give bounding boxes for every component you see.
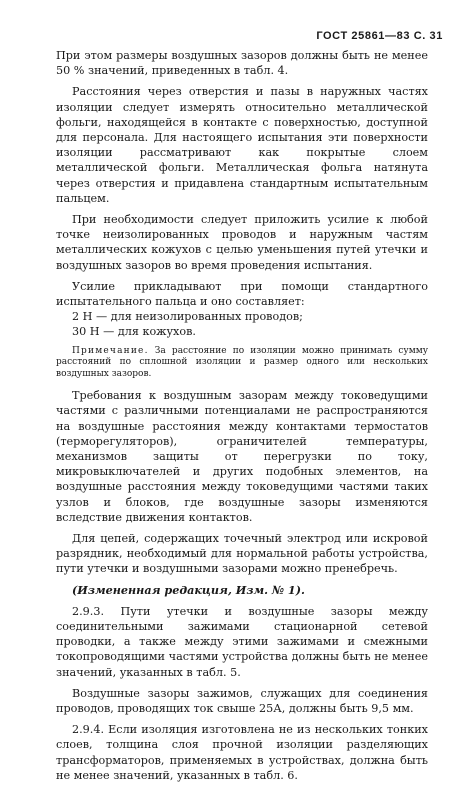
page-header: ГОСТ 25861—83 С. 31 [316,30,443,42]
list-item-bare-wires: 2 Н — для неизолированных проводов; [72,310,303,324]
paragraph-2-9-3: 2.9.3. Пути утечки и воздушные зазоры между соединительными зажимами стационарной сетевой проводки, а также между этими зажимами и смежными токопроводящими частями устройства должны быть не менее значений, указанных в табл. 5. [56,604,428,679]
paragraph-air-gaps-50-percent: При этом размеры воздушных зазоров должны быть не менее 50 % значений, приведенных в табл. 4. [56,49,428,78]
paragraph-exceptions: Требования к воздушным зазорам между токоведущими частями с различными потенциалами не распространяются на воздушные расстояния между контактами термостатов (терморегуляторов), ограничителей температуры, механизмов защиты от перегрузки по току, микровыключателей и других подобных элементов, на воздушные расстояния между токоведущими частями таких узлов и блоков, где воздушные зазоры изменяются вследствие движения контактов. [56,389,428,524]
paragraph-terminal-gaps: Воздушные зазоры зажимов, служащих для соединения проводов, проводящих ток свыше 25А, должны быть 9,5 мм. [56,686,428,716]
list-item-enclosures: 30 Н — для кожухов. [72,325,196,339]
paragraph-spark-gap: Для цепей, содержащих точечный электрод или искровой разрядник, необходимый для нормальной работы устройства, пути утечки и воздушными зазорами можно пренебречь. [56,531,428,576]
paragraph-test-finger-force: Усилие прикладывают при помощи стандартного испытательного пальца и оно составляет: [56,279,428,309]
note-label: Примечание. [72,345,149,356]
note-text: За расстояние по изоляции можно принимать сумму расстояний по сплошной изоляции и размер одного или нескольких воздушных зазоров. [56,345,428,379]
amendment-note: (Измененная редакция, Изм. № 1). [72,582,305,597]
paragraph-2-9-4: 2.9.4. Если изоляция изготовлена не из нескольких тонких слоев, толщина слоя прочной изоляции разделяющих трансформаторов, применяемых в устройствах, должна быть не менее значений, указанных в табл. 6. [56,723,428,782]
paragraph-apply-force: При необходимости следует приложить усилие к любой точке неизолированных проводов и наружным частям металлических кожухов с целью уменьшения путей утечки и воздушных зазоров во время проведения испытания. [56,213,428,272]
page-body [56,48,428,789]
note-paragraph [56,346,428,381]
paragraph-foil-measurement: Расстояния через отверстия и пазы в наружных частях изоляции следует измерять относительно металлической фольги, находящейся в контакте с поверхностью, доступной для персонала. Для настоящего испытания эти поверхности изоляции рассматривают как покрытые слоем металлической фольги. Металлическая фольга натянута через отверстия и придавлена стандартным испытательным пальцем. [56,85,428,205]
